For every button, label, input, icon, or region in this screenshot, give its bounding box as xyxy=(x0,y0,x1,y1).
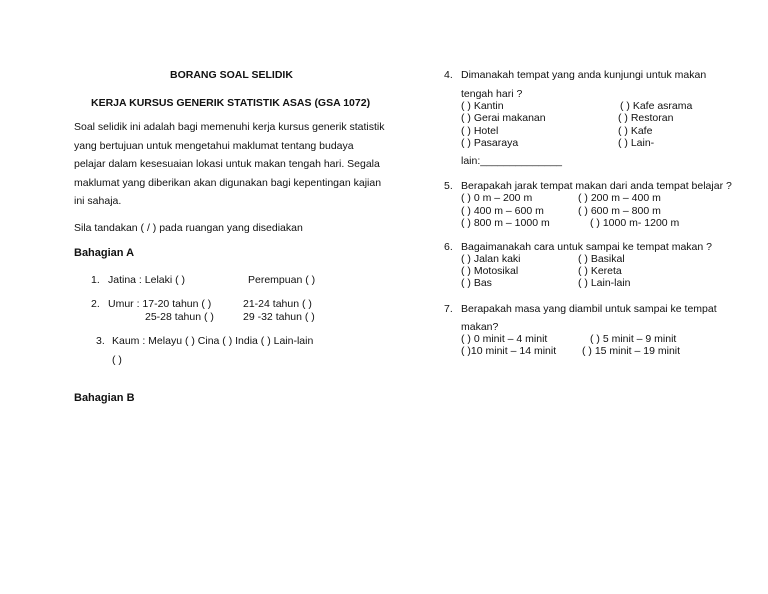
q7-question: Berapakah masa yang diambil untuk sampai ke tempat xyxy=(461,303,717,315)
q1-number: 1. xyxy=(91,274,100,286)
intro-line: maklumat yang diberikan akan digunakan bagi kepentingan kajian xyxy=(74,176,382,189)
intro-line: pelajar dalam kesesuaian lokasi untuk makan tengah hari. Segala xyxy=(74,158,380,170)
q3-options[interactable]: Kaum : Melayu ( ) Cina ( ) India ( ) Lain-lain xyxy=(112,335,314,347)
q7-option-5-9[interactable]: ( ) 5 minit – 9 minit xyxy=(590,333,677,345)
q2-option-25-28[interactable]: 25-28 tahun ( ) xyxy=(145,311,214,323)
q5-option-1000-1200[interactable]: ( ) 1000 m- 1200 m xyxy=(590,217,680,229)
instruction: Sila tandakan ( / ) pada ruangan yang disediakan xyxy=(74,222,303,234)
q6-option-motosikal[interactable]: ( ) Motosikal xyxy=(461,265,519,277)
intro-line: Soal selidik ini adalah bagi memenuhi kerja kursus generik statistik xyxy=(74,121,385,133)
q1-option-male[interactable]: Jatina : Lelaki ( ) xyxy=(108,274,186,286)
q6-option-bas[interactable]: ( ) Bas xyxy=(461,277,492,289)
section-b-heading: Bahagian B xyxy=(74,392,135,404)
q3-number: 3. xyxy=(96,335,105,347)
q6-option-basikal[interactable]: ( ) Basikal xyxy=(578,253,625,265)
q4-option-restoran[interactable]: ( ) Restoran xyxy=(618,112,674,124)
q2-number: 2. xyxy=(91,298,100,310)
form-title: BORANG SOAL SELIDIK xyxy=(170,69,293,81)
q4-other-field[interactable]: lain:______________ xyxy=(461,155,563,167)
q6-option-lain-lain[interactable]: ( ) Lain-lain xyxy=(578,277,631,289)
q6-question: Bagaimanakah cara untuk sampai ke tempat makan ? xyxy=(461,241,712,253)
q5-question: Berapakah jarak tempat makan dari anda tempat belajar ? xyxy=(461,180,732,192)
q7-option-10-14[interactable]: ( )10 minit – 14 minit xyxy=(461,345,557,357)
q4-option-kantin[interactable]: ( ) Kantin xyxy=(461,100,504,112)
q5-option-0-200[interactable]: ( ) 0 m – 200 m xyxy=(461,192,533,204)
q4-question-cont: tengah hari ? xyxy=(461,88,523,100)
q2-option-17-20[interactable]: Umur : 17-20 tahun ( ) xyxy=(108,298,212,310)
q6-option-kereta[interactable]: ( ) Kereta xyxy=(578,265,622,277)
q6-number: 6. xyxy=(444,241,453,253)
q5-option-400-600[interactable]: ( ) 400 m – 600 m xyxy=(461,205,544,217)
q4-option-hotel[interactable]: ( ) Hotel xyxy=(461,125,499,137)
q2-option-21-24[interactable]: 21-24 tahun ( ) xyxy=(243,298,312,310)
intro-line: yang bertujuan untuk mengetahui maklumat tentang budaya xyxy=(74,139,354,152)
q2-option-29-32[interactable]: 29 -32 tahun ( ) xyxy=(243,311,315,323)
q4-option-lain[interactable]: ( ) Lain- xyxy=(618,137,655,149)
intro-line: ini sahaja. xyxy=(74,195,122,207)
q3-option-other[interactable]: ( ) xyxy=(112,354,122,366)
q6-option-jalan-kaki[interactable]: ( ) Jalan kaki xyxy=(461,253,521,265)
q5-number: 5. xyxy=(444,180,453,192)
q7-option-0-4[interactable]: ( ) 0 minit – 4 minit xyxy=(461,333,548,345)
q5-option-600-800[interactable]: ( ) 600 m – 800 m xyxy=(578,205,661,217)
q7-question-cont: makan? xyxy=(461,321,499,333)
q4-option-kafe-asrama[interactable]: ( ) Kafe asrama xyxy=(620,100,693,112)
q1-option-female[interactable]: Perempuan ( ) xyxy=(248,274,316,286)
q7-number: 7. xyxy=(444,303,453,315)
q7-option-15-19[interactable]: ( ) 15 minit – 19 minit xyxy=(582,345,681,357)
q4-option-kafe[interactable]: ( ) Kafe xyxy=(618,125,653,137)
form-subtitle: KERJA KURSUS GENERIK STATISTIK ASAS (GSA 1072) xyxy=(91,97,371,109)
q4-option-pasaraya[interactable]: ( ) Pasaraya xyxy=(461,137,519,149)
q4-option-gerai[interactable]: ( ) Gerai makanan xyxy=(461,112,546,124)
q5-option-800-1000[interactable]: ( ) 800 m – 1000 m xyxy=(461,217,550,229)
q5-option-200-400[interactable]: ( ) 200 m – 400 m xyxy=(578,192,661,204)
q4-number: 4. xyxy=(444,69,453,81)
section-a-heading: Bahagian A xyxy=(74,247,135,259)
intro-paragraph xyxy=(74,118,385,211)
q4-question: Dimanakah tempat yang anda kunjungi untuk makan xyxy=(461,69,707,81)
